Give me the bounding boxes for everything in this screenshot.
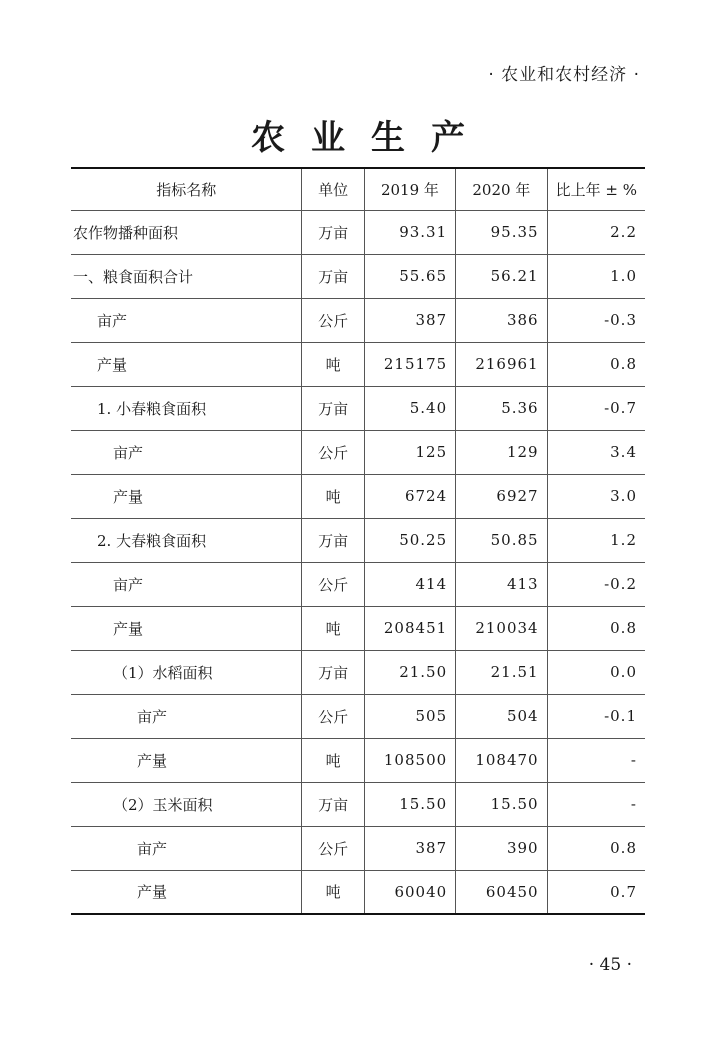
cell-unit: 吨 (302, 870, 364, 914)
cell-name: 亩产 (71, 430, 302, 474)
header-2020: 2020 年 (456, 168, 547, 210)
cell-name: 1. 小春粮食面积 (71, 386, 302, 430)
cell-2019: 125 (364, 430, 455, 474)
cell-name: 亩产 (71, 562, 302, 606)
cell-2019: 208451 (364, 606, 455, 650)
cell-unit: 万亩 (302, 210, 364, 254)
cell-2019: 215175 (364, 342, 455, 386)
table-row (71, 430, 645, 474)
cell-name: 2. 大春粮食面积 (71, 518, 302, 562)
table-row (71, 210, 645, 254)
cell-change: 0.8 (547, 606, 645, 650)
cell-unit: 万亩 (302, 650, 364, 694)
table-row (71, 782, 645, 826)
cell-unit: 万亩 (302, 386, 364, 430)
cell-2020: 386 (456, 298, 547, 342)
table-row (71, 342, 645, 386)
cell-change: -0.2 (547, 562, 645, 606)
cell-unit: 吨 (302, 342, 364, 386)
cell-name: （1）水稻面积 (71, 650, 302, 694)
table-row (71, 562, 645, 606)
cell-name: 亩产 (71, 694, 302, 738)
cell-2020: 504 (456, 694, 547, 738)
cell-2019: 414 (364, 562, 455, 606)
cell-2019: 108500 (364, 738, 455, 782)
table-row (71, 650, 645, 694)
cell-name: 一、粮食面积合计 (71, 254, 302, 298)
cell-unit: 公斤 (302, 298, 364, 342)
table-row (71, 474, 645, 518)
cell-2019: 50.25 (364, 518, 455, 562)
cell-2020: 129 (456, 430, 547, 474)
cell-2020: 21.51 (456, 650, 547, 694)
cell-change: -0.7 (547, 386, 645, 430)
table-row (71, 386, 645, 430)
cell-2019: 5.40 (364, 386, 455, 430)
cell-change: -0.3 (547, 298, 645, 342)
table-row (71, 606, 645, 650)
cell-2020: 60450 (456, 870, 547, 914)
header-unit: 单位 (302, 168, 364, 210)
cell-change: - (547, 738, 645, 782)
cell-unit: 公斤 (302, 694, 364, 738)
cell-change: -0.1 (547, 694, 645, 738)
section-header: · 农业和农村经济 · (488, 65, 640, 85)
cell-2020: 108470 (456, 738, 547, 782)
cell-name: 产量 (71, 606, 302, 650)
statistics-table (71, 167, 645, 915)
table-row (71, 694, 645, 738)
table-row (71, 870, 645, 914)
cell-unit: 公斤 (302, 562, 364, 606)
cell-2020: 5.36 (456, 386, 547, 430)
cell-change: 3.4 (547, 430, 645, 474)
table-row (71, 254, 645, 298)
header-row (71, 168, 645, 210)
cell-name: 产量 (71, 342, 302, 386)
cell-2020: 95.35 (456, 210, 547, 254)
cell-2020: 413 (456, 562, 547, 606)
cell-unit: 吨 (302, 606, 364, 650)
header-2019: 2019 年 (364, 168, 455, 210)
cell-2019: 6724 (364, 474, 455, 518)
cell-2020: 50.85 (456, 518, 547, 562)
cell-unit: 吨 (302, 738, 364, 782)
table-row (71, 738, 645, 782)
cell-name: 产量 (71, 474, 302, 518)
cell-2020: 210034 (456, 606, 547, 650)
table-header (71, 168, 645, 210)
cell-change: 0.7 (547, 870, 645, 914)
cell-2020: 6927 (456, 474, 547, 518)
cell-2019: 505 (364, 694, 455, 738)
cell-name: （2）玉米面积 (71, 782, 302, 826)
cell-unit: 万亩 (302, 518, 364, 562)
cell-2020: 56.21 (456, 254, 547, 298)
cell-2019: 60040 (364, 870, 455, 914)
cell-unit: 万亩 (302, 782, 364, 826)
page-title: 农业生产 (251, 118, 491, 158)
cell-name: 农作物播种面积 (71, 210, 302, 254)
cell-2019: 55.65 (364, 254, 455, 298)
table-row (71, 826, 645, 870)
cell-2019: 15.50 (364, 782, 455, 826)
cell-2020: 15.50 (456, 782, 547, 826)
header-indicator-name: 指标名称 (71, 168, 302, 210)
table-row (71, 518, 645, 562)
cell-change: 0.8 (547, 826, 645, 870)
cell-unit: 吨 (302, 474, 364, 518)
page-number: · 45 · (588, 955, 632, 975)
cell-name: 产量 (71, 870, 302, 914)
cell-name: 产量 (71, 738, 302, 782)
cell-2019: 93.31 (364, 210, 455, 254)
cell-name: 亩产 (71, 826, 302, 870)
header-change: 比上年 ± % (547, 168, 645, 210)
cell-change: 1.0 (547, 254, 645, 298)
cell-2019: 387 (364, 826, 455, 870)
cell-2020: 390 (456, 826, 547, 870)
cell-2019: 21.50 (364, 650, 455, 694)
cell-change: 0.8 (547, 342, 645, 386)
cell-2020: 216961 (456, 342, 547, 386)
cell-change: 1.2 (547, 518, 645, 562)
cell-unit: 公斤 (302, 430, 364, 474)
cell-change: - (547, 782, 645, 826)
cell-change: 3.0 (547, 474, 645, 518)
cell-change: 0.0 (547, 650, 645, 694)
cell-name: 亩产 (71, 298, 302, 342)
table-row (71, 298, 645, 342)
cell-change: 2.2 (547, 210, 645, 254)
table-body (71, 210, 645, 914)
cell-2019: 387 (364, 298, 455, 342)
cell-unit: 公斤 (302, 826, 364, 870)
cell-unit: 万亩 (302, 254, 364, 298)
